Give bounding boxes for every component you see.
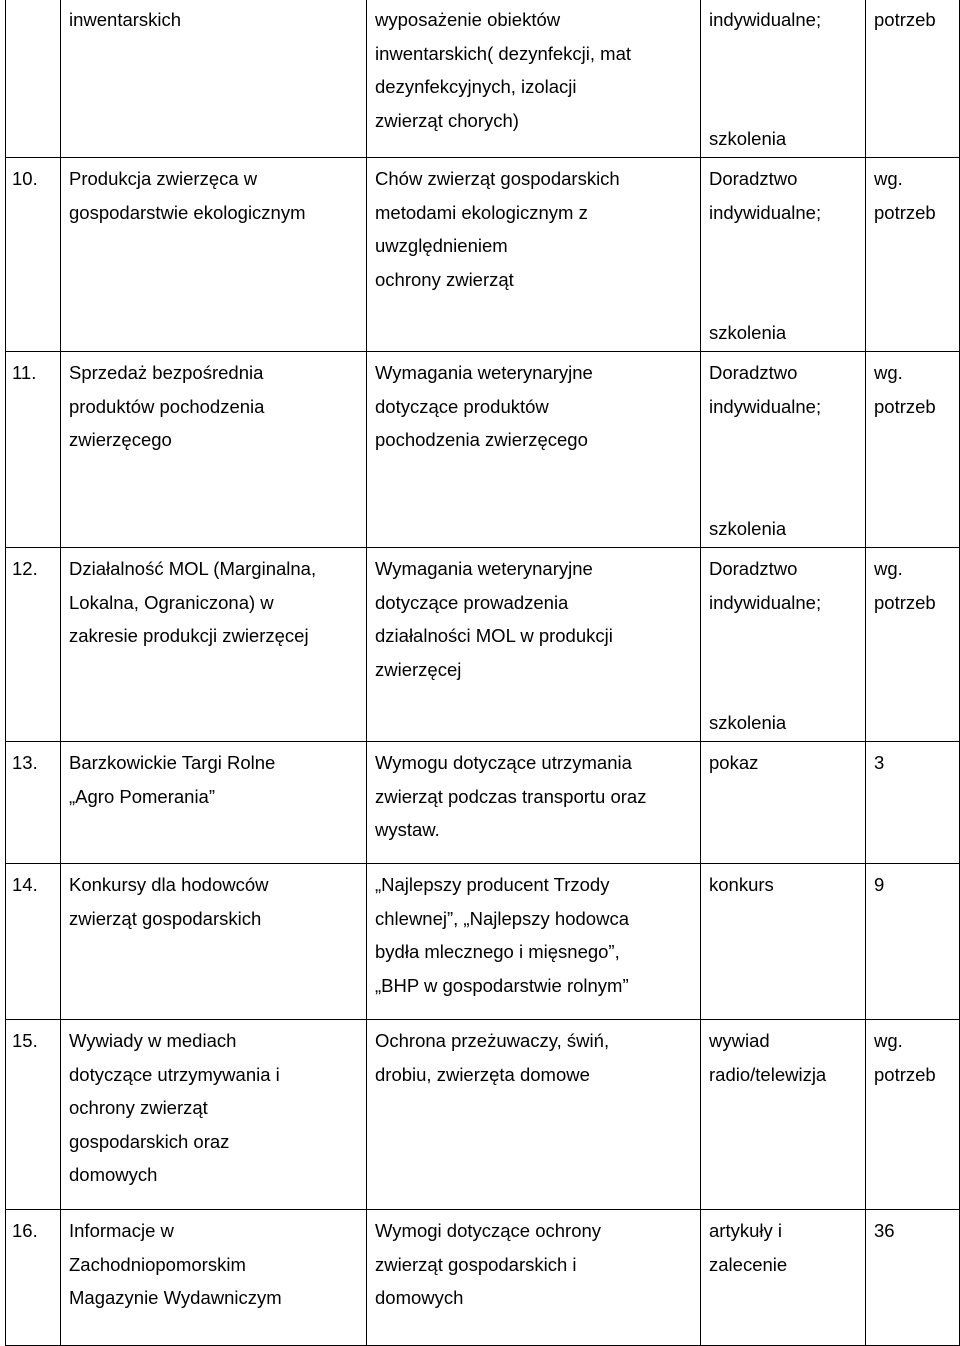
topic-line: Konkursy dla hodowców: [69, 874, 269, 895]
description-line: dezynfekcyjnych, izolacji: [375, 76, 577, 98]
form-cell: [701, 1210, 866, 1346]
description-cell: [367, 0, 701, 158]
description-cell: [367, 742, 701, 864]
activities-table: [5, 0, 960, 1346]
topic-line: domowych: [69, 1164, 158, 1186]
topic-line: dotyczące utrzymywania i: [69, 1063, 280, 1085]
form-line: wywiad: [709, 1030, 770, 1051]
quantity-line: 36: [874, 1220, 895, 1241]
topic-line: Działalność MOL (Marginalna,: [69, 558, 317, 579]
topic-line: ochrony zwierząt: [69, 1097, 208, 1119]
description-line: Wymogi dotyczące ochrony: [375, 1220, 602, 1241]
topic-cell: [61, 548, 367, 742]
description-cell: [367, 352, 701, 548]
topic-cell: [61, 1210, 367, 1346]
quantity-cell: [866, 1210, 960, 1346]
form-line: Doradztwo: [709, 362, 798, 383]
topic-line: Magazynie Wydawniczym: [69, 1287, 282, 1309]
form-bottom-line: szkolenia: [709, 322, 787, 343]
topic-line: Sprzedaż bezpośrednia: [69, 362, 264, 383]
table-row: [6, 742, 960, 864]
form-line: Doradztwo: [709, 168, 798, 189]
form-line: konkurs: [709, 874, 774, 895]
description-cell: [367, 548, 701, 742]
description-line: chlewnej”, „Najlepszy hodowca: [375, 907, 629, 929]
description-line: „Najlepszy producent Trzody: [375, 874, 610, 895]
row-number-cell: [6, 1210, 61, 1346]
row-number-cell: [6, 864, 61, 1020]
quantity-line: 9: [874, 874, 885, 895]
topic-line: „Agro Pomerania”: [69, 785, 216, 807]
row-number: 13.: [12, 752, 38, 773]
description-line: dotyczące produktów: [375, 395, 549, 417]
form-line: indywidualne;: [709, 395, 822, 417]
topic-line: zwierzęcego: [69, 429, 172, 451]
form-line: zalecenie: [709, 1253, 788, 1275]
form-line: indywidualne;: [709, 591, 822, 613]
form-line: indywidualne;: [709, 9, 822, 30]
form-cell: [701, 548, 866, 742]
description-cell: [367, 864, 701, 1020]
quantity-cell: [866, 1020, 960, 1210]
table-row: [6, 1020, 960, 1210]
form-line: indywidualne;: [709, 201, 822, 223]
topic-line: gospodarstwie ekologicznym: [69, 201, 306, 223]
quantity-line: wg.: [874, 558, 903, 579]
form-line: artykuły i: [709, 1220, 782, 1241]
description-line: zwierząt chorych): [375, 109, 519, 131]
row-number: 11.: [12, 362, 37, 383]
row-number-cell: [6, 0, 61, 158]
topic-line: Zachodniopomorskim: [69, 1253, 246, 1275]
topic-cell: [61, 0, 367, 158]
topic-line: Wywiady w mediach: [69, 1030, 237, 1051]
description-line: domowych: [375, 1287, 464, 1309]
description-line: drobiu, zwierzęta domowe: [375, 1063, 590, 1085]
description-line: zwierząt podczas transportu oraz: [375, 785, 647, 807]
description-line: wystaw.: [375, 819, 440, 841]
form-line: radio/telewizja: [709, 1063, 827, 1085]
quantity-line: wg.: [874, 362, 903, 383]
description-line: działalności MOL w produkcji: [375, 625, 613, 647]
description-line: inwentarskich( dezynfekcji, mat: [375, 42, 632, 64]
description-line: Wymagania weterynaryjne: [375, 558, 593, 579]
quantity-cell: [866, 742, 960, 864]
quantity-line: 3: [874, 752, 885, 773]
topic-line: produktów pochodzenia: [69, 395, 265, 417]
quantity-line: potrzeb: [874, 395, 936, 417]
topic-cell: [61, 158, 367, 352]
form-line: pokaz: [709, 752, 759, 773]
quantity-line: potrzeb: [874, 1063, 936, 1085]
topic-line: Lokalna, Ograniczona) w: [69, 591, 274, 613]
description-line: Chów zwierząt gospodarskich: [375, 168, 620, 189]
row-number: 12.: [12, 558, 38, 579]
form-cell: [701, 742, 866, 864]
row-number: 16.: [12, 1220, 38, 1241]
description-line: Wymagania weterynaryjne: [375, 362, 593, 383]
description-line: metodami ekologicznym z: [375, 201, 588, 223]
row-number-cell: [6, 1020, 61, 1210]
topic-line: zakresie produkcji zwierzęcej: [69, 625, 309, 647]
quantity-line: potrzeb: [874, 201, 936, 223]
row-number-cell: [6, 548, 61, 742]
quantity-line: wg.: [874, 168, 903, 189]
quantity-cell: [866, 548, 960, 742]
description-line: wyposażenie obiektów: [375, 9, 561, 30]
form-line: Doradztwo: [709, 558, 798, 579]
topic-cell: [61, 864, 367, 1020]
quantity-line: potrzeb: [874, 591, 936, 613]
description-line: dotyczące prowadzenia: [375, 591, 569, 613]
topic-line: gospodarskich oraz: [69, 1130, 230, 1152]
topic-line: Informacje w: [69, 1220, 174, 1241]
table-row: [6, 0, 960, 158]
form-cell: [701, 1020, 866, 1210]
form-bottom-line: szkolenia: [709, 712, 787, 733]
topic-line: Barzkowickie Targi Rolne: [69, 752, 276, 773]
table-body: [6, 0, 960, 1346]
quantity-cell: [866, 0, 960, 158]
table-row: [6, 864, 960, 1020]
table-row: [6, 1210, 960, 1346]
description-line: Ochrona przeżuwaczy, świń,: [375, 1030, 610, 1051]
row-number-cell: [6, 352, 61, 548]
topic-cell: [61, 742, 367, 864]
form-bottom-line: szkolenia: [709, 128, 787, 149]
quantity-cell: [866, 864, 960, 1020]
quantity-line: potrzeb: [874, 9, 936, 30]
description-line: „BHP w gospodarstwie rolnym”: [375, 974, 629, 996]
description-line: zwierząt gospodarskich i: [375, 1253, 577, 1275]
form-cell: [701, 352, 866, 548]
quantity-line: wg.: [874, 1030, 903, 1051]
form-bottom-line: szkolenia: [709, 518, 787, 539]
row-number-cell: [6, 158, 61, 352]
quantity-cell: [866, 158, 960, 352]
row-number: 15.: [12, 1030, 38, 1051]
topic-line: Produkcja zwierzęca w: [69, 168, 258, 189]
description-cell: [367, 1020, 701, 1210]
table-row: [6, 352, 960, 548]
description-line: uwzględnieniem: [375, 235, 508, 257]
topic-cell: [61, 352, 367, 548]
form-cell: [701, 864, 866, 1020]
topic-cell: [61, 1020, 367, 1210]
row-number-cell: [6, 742, 61, 864]
row-number: 10.: [12, 168, 38, 189]
table-row: [6, 158, 960, 352]
table-row: [6, 548, 960, 742]
form-cell: [701, 0, 866, 158]
topic-line: inwentarskich: [69, 9, 182, 30]
description-line: Wymogu dotyczące utrzymania: [375, 752, 632, 773]
description-line: ochrony zwierząt: [375, 268, 514, 290]
description-line: bydła mlecznego i mięsnego”,: [375, 941, 620, 963]
description-cell: [367, 1210, 701, 1346]
form-cell: [701, 158, 866, 352]
row-number: 14.: [12, 874, 38, 895]
quantity-cell: [866, 352, 960, 548]
description-cell: [367, 158, 701, 352]
topic-line: zwierząt gospodarskich: [69, 907, 262, 929]
description-line: pochodzenia zwierzęcego: [375, 429, 588, 451]
description-line: zwierzęcej: [375, 658, 462, 680]
